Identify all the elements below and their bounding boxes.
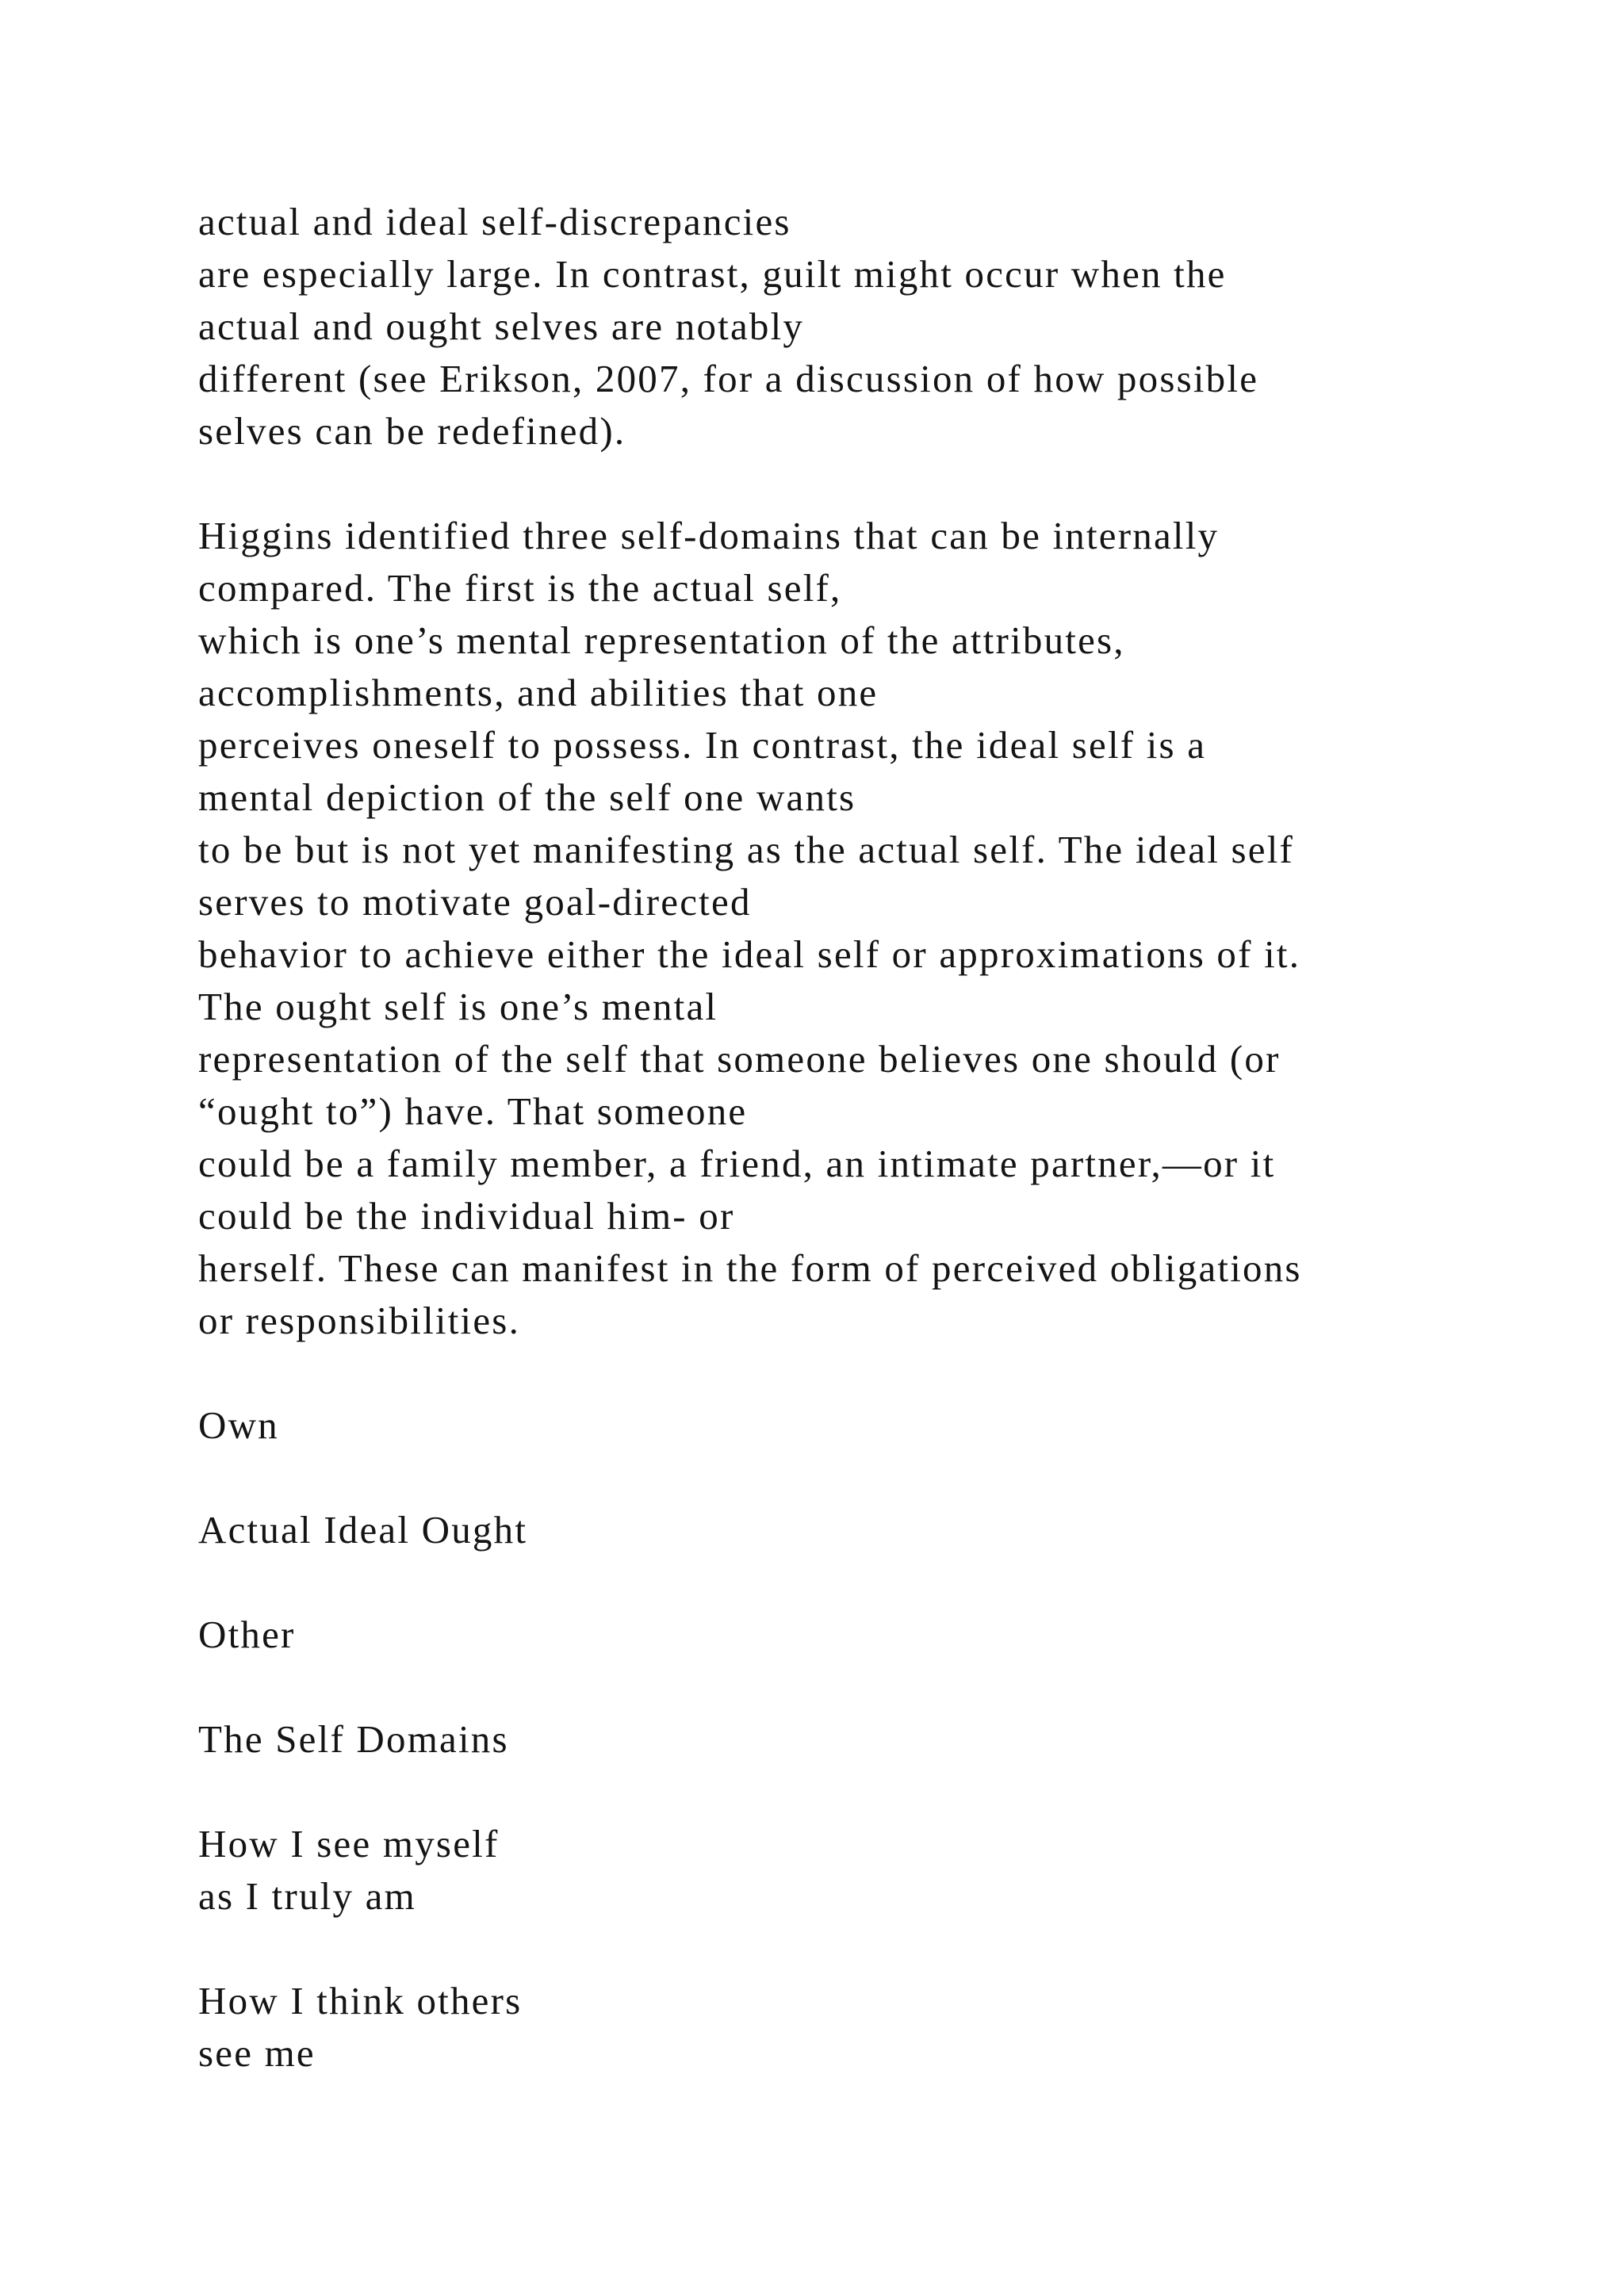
- paragraph-discrepancies: [198, 196, 1507, 457]
- text-line: to be but is not yet manifesting as the actual self. The ideal self: [198, 828, 1295, 871]
- text-line: Higgins identified three self-domains that can be internally: [198, 514, 1220, 557]
- text-line: could be the individual him- or: [198, 1194, 735, 1238]
- text-line: as I truly am: [198, 1874, 416, 1918]
- text-line: mental depiction of the self one wants: [198, 775, 856, 819]
- text-line: actual and ought selves are notably: [198, 304, 805, 348]
- text-line: The Self Domains: [198, 1717, 509, 1761]
- text-line: behavior to achieve either the ideal self or approximations of it.: [198, 932, 1301, 976]
- text-line: How I see myself: [198, 1822, 500, 1866]
- text-line: accomplishments, and abilities that one: [198, 671, 879, 714]
- text-line: Actual Ideal Ought: [198, 1508, 528, 1552]
- document-page: [198, 196, 1507, 2132]
- label-own: [198, 1399, 1507, 1452]
- text-line: perceives oneself to possess. In contrast, the ideal self is a: [198, 723, 1207, 767]
- text-line: serves to motivate goal-directed: [198, 880, 752, 924]
- text-line: which is one’s mental representation of the attributes,: [198, 618, 1125, 662]
- text-line: selves can be redefined).: [198, 409, 626, 453]
- text-line: The ought self is one’s mental: [198, 985, 718, 1028]
- text-line: representation of the self that someone believes one should (or: [198, 1037, 1281, 1081]
- text-line: herself. These can manifest in the form of perceived obligations: [198, 1246, 1302, 1290]
- text-line: “ought to”) have. That someone: [198, 1089, 748, 1133]
- text-line: Own: [198, 1403, 279, 1447]
- label-actual-ideal-ought: [198, 1504, 1507, 1556]
- label-how-i-see-myself: [198, 1818, 1507, 1923]
- text-line: How I think others: [198, 1979, 523, 2022]
- text-line: different (see Erikson, 2007, for a discussion of how possible: [198, 357, 1259, 400]
- label-self-domains-title: [198, 1713, 1507, 1766]
- text-line: could be a family member, a friend, an intimate partner,—or it: [198, 1142, 1276, 1185]
- text-line: Other: [198, 1613, 296, 1656]
- label-how-others-see-me: [198, 1975, 1507, 2080]
- text-line: compared. The first is the actual self,: [198, 566, 842, 610]
- paragraph-self-domains: [198, 510, 1507, 1347]
- text-line: actual and ideal self-discrepancies: [198, 200, 791, 243]
- text-line: are especially large. In contrast, guilt might occur when the: [198, 252, 1227, 296]
- label-other: [198, 1609, 1507, 1661]
- text-line: or responsibilities.: [198, 1299, 521, 1342]
- text-line: see me: [198, 2031, 316, 2075]
